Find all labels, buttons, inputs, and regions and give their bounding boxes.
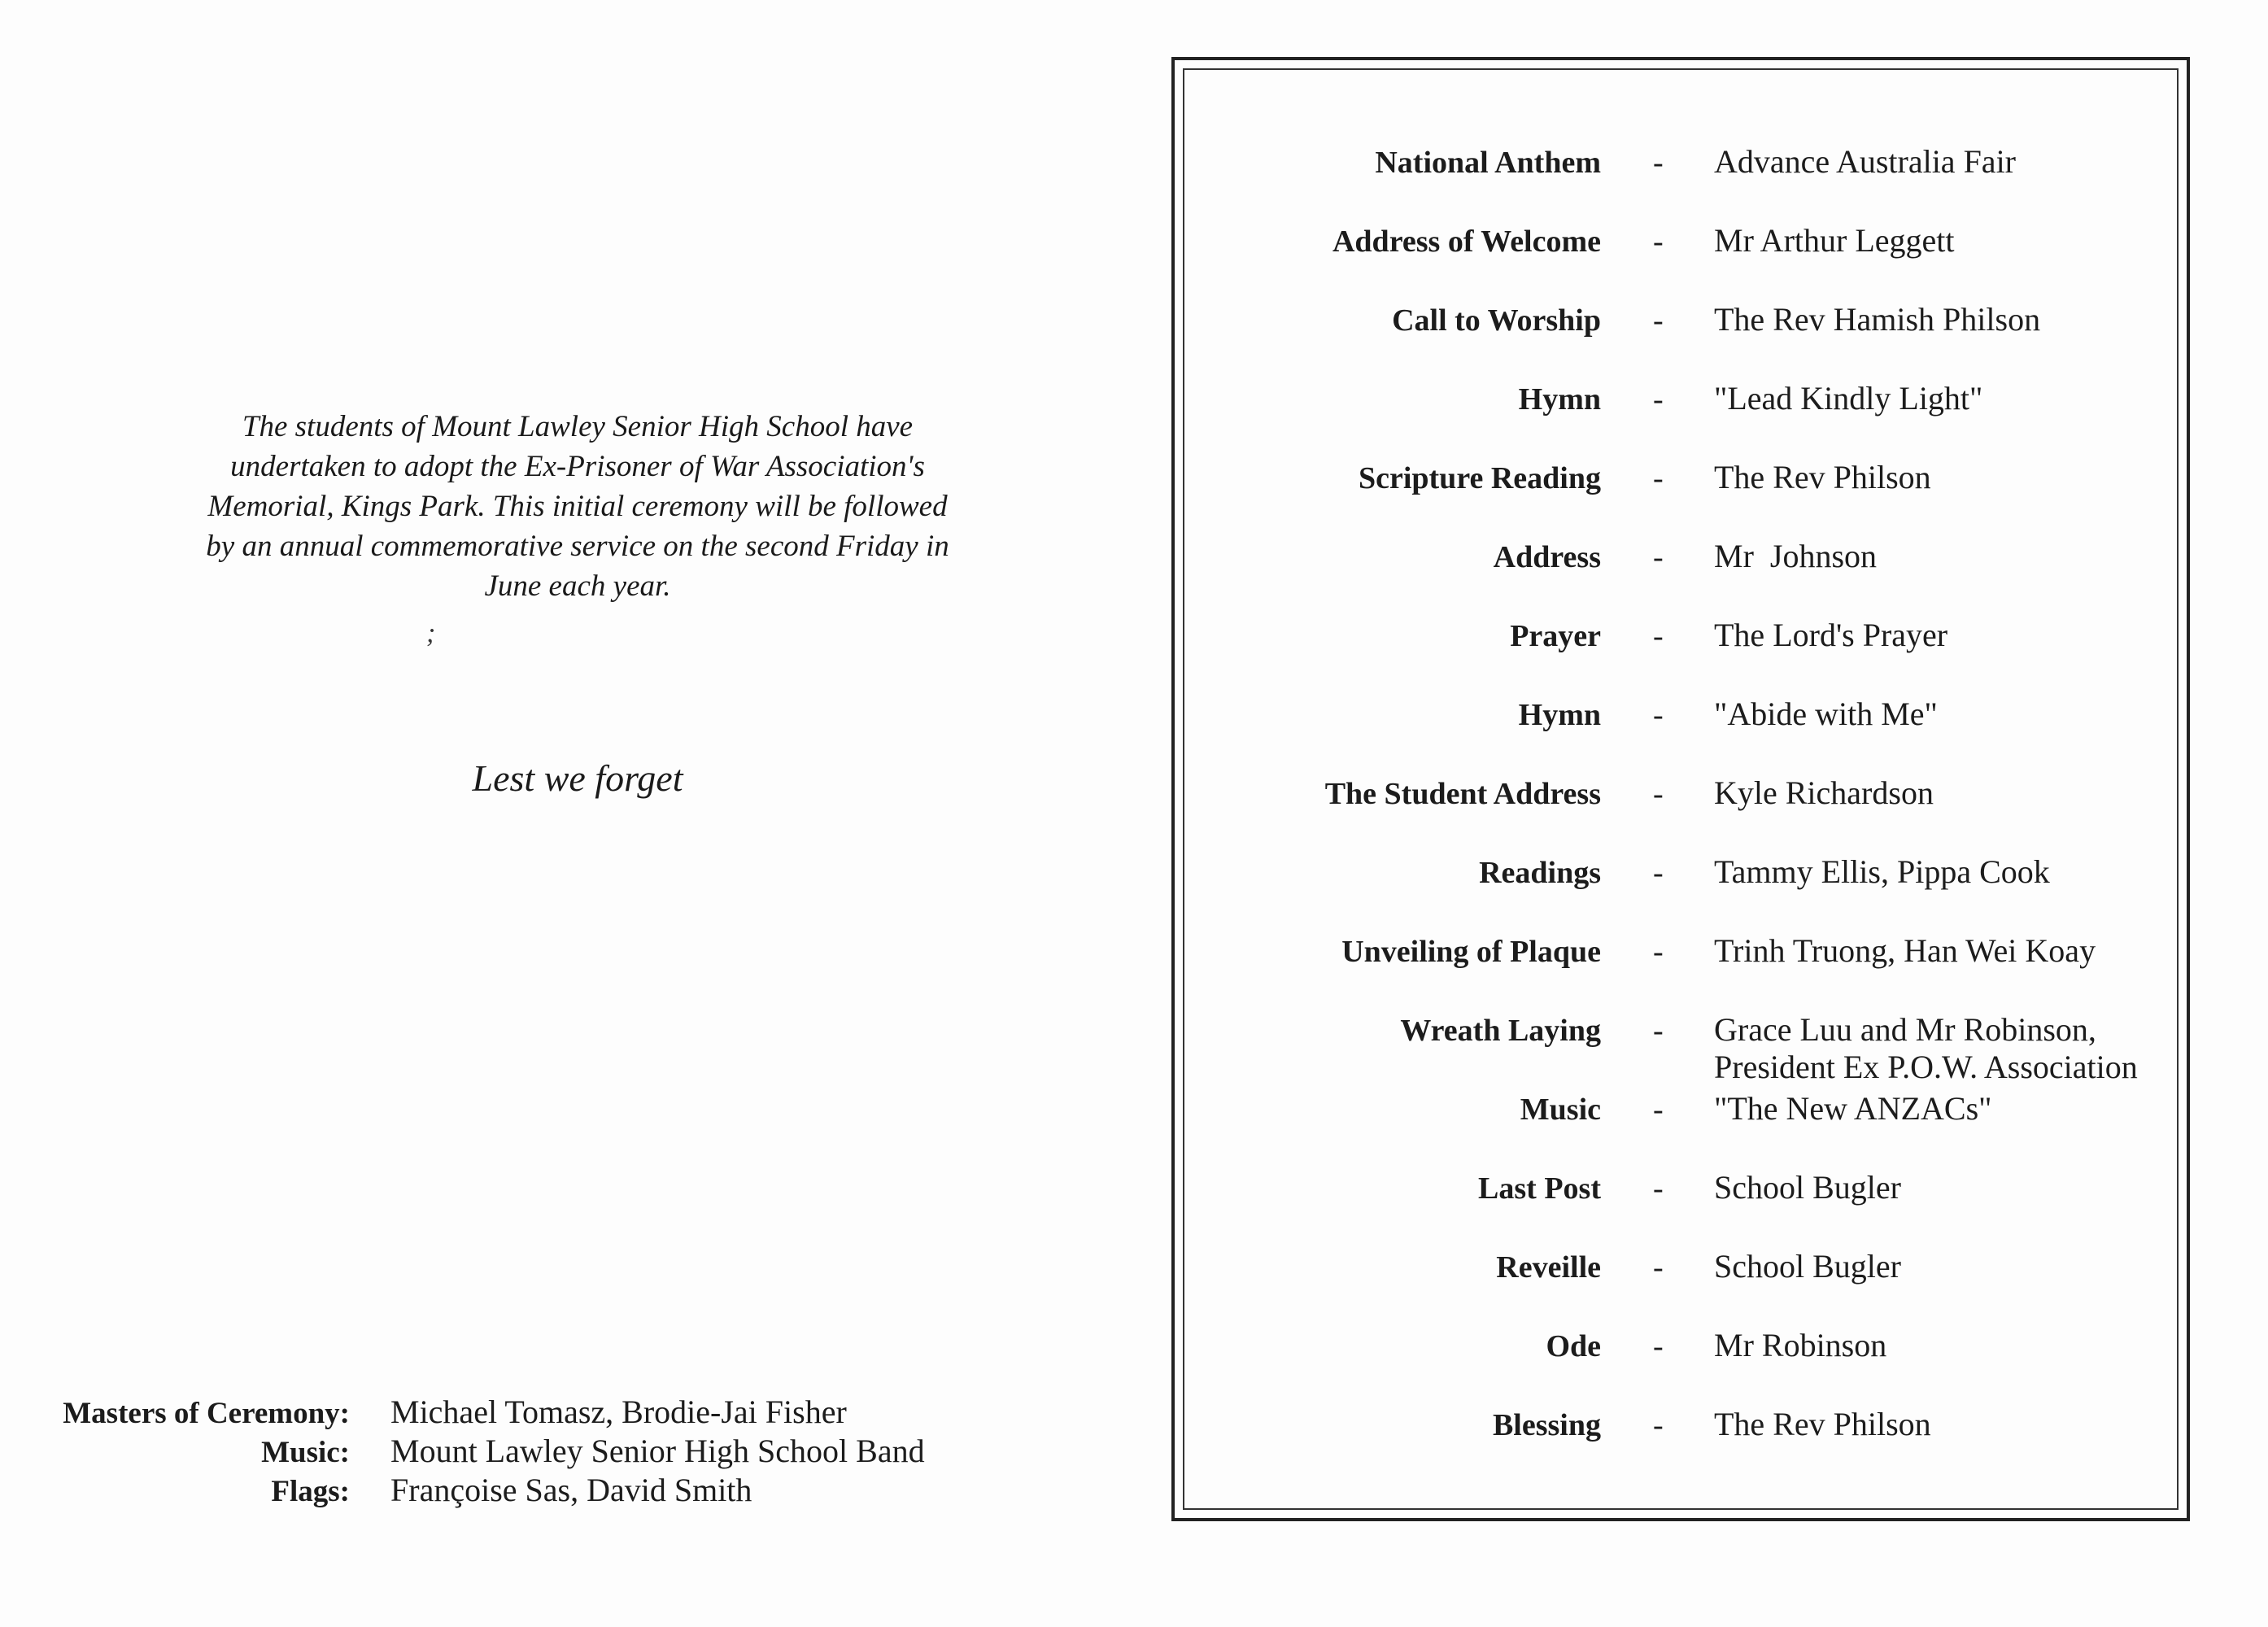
program-separator: -	[1653, 540, 1664, 574]
program-item-label: Scripture Reading	[1358, 461, 1601, 495]
program-item-label: Ode	[1546, 1329, 1601, 1363]
program-item-value: School Bugler	[1714, 1248, 1901, 1285]
program-separator: -	[1653, 856, 1664, 890]
program-separator: -	[1653, 1093, 1664, 1127]
program-item-value	[1714, 1011, 2138, 1086]
program-item	[1171, 1248, 2190, 1327]
program-item	[1171, 932, 2190, 1011]
program-item	[1171, 617, 2190, 696]
program-separator: -	[1653, 461, 1664, 495]
program-item	[1171, 1169, 2190, 1248]
program-separator: -	[1653, 1250, 1664, 1285]
program-item-value: Mr Johnson	[1714, 538, 1878, 574]
intro-paragraph	[167, 407, 988, 606]
credit-label: Music:	[261, 1436, 350, 1469]
program-item-label: Hymn	[1518, 382, 1601, 417]
program-separator: -	[1653, 935, 1664, 969]
program-separator: -	[1653, 777, 1664, 811]
program-item-label: Address	[1493, 540, 1601, 574]
program-item-value: Trinh Truong, Han Wei Koay	[1714, 932, 2096, 969]
program-item	[1171, 1090, 2190, 1169]
program-item-value: The Lord's Prayer	[1714, 617, 1948, 653]
program-item-label: Address of Welcome	[1332, 225, 1601, 259]
credit-row-flags	[33, 1471, 1106, 1510]
program-item	[1171, 222, 2190, 301]
program-item-label: Unveiling of Plaque	[1341, 935, 1601, 969]
program-separator: -	[1653, 146, 1664, 180]
credit-row-masters	[33, 1393, 1106, 1432]
program-item-label: Call to Worship	[1392, 303, 1601, 338]
program-item-label: Hymn	[1518, 698, 1601, 732]
program-item-label: Prayer	[1510, 619, 1601, 653]
program-item	[1171, 853, 2190, 932]
program-item-label: Wreath Laying	[1400, 1014, 1601, 1048]
program-separator: -	[1653, 1329, 1664, 1363]
program-item	[1171, 143, 2190, 222]
credits	[33, 1393, 1106, 1510]
program-item	[1171, 696, 2190, 774]
credit-value: Mount Lawley Senior High School Band	[390, 1433, 925, 1469]
intro-line: undertaken to adopt the Ex-Prisoner of War Association's	[230, 450, 925, 483]
intro-line: June each year.	[484, 569, 671, 603]
program-item	[1171, 1327, 2190, 1406]
left-page	[0, 0, 1131, 1627]
program-separator: -	[1653, 1408, 1664, 1442]
program-separator: -	[1653, 225, 1664, 259]
program-item	[1171, 774, 2190, 853]
program-separator: -	[1653, 303, 1664, 338]
program-item-label: Reveille	[1496, 1250, 1601, 1285]
program-item-value-line: Grace Luu and Mr Robinson,	[1714, 1011, 2096, 1048]
intro-line: The students of Mount Lawley Senior High School have	[242, 410, 914, 443]
program-item-label: Blessing	[1492, 1408, 1601, 1442]
program-item-value: Kyle Richardson	[1714, 774, 1934, 811]
program-item-value: The Rev Hamish Philson	[1714, 301, 2041, 338]
program-item-value: Advance Australia Fair	[1714, 143, 2016, 180]
program-item-label: Readings	[1479, 856, 1601, 890]
program-item-value: "Lead Kindly Light"	[1714, 380, 1983, 417]
program-list	[1171, 143, 2190, 1485]
program-item-value: Mr Robinson	[1714, 1327, 1887, 1363]
program-item-value: "Abide with Me"	[1714, 696, 1938, 732]
intro-line: by an annual commemorative service on the second Friday in	[206, 530, 949, 563]
program-separator: -	[1653, 619, 1664, 653]
program-item	[1171, 1406, 2190, 1485]
program-item	[1171, 301, 2190, 380]
program-item-value: Mr Arthur Leggett	[1714, 222, 1955, 259]
credit-value: Françoise Sas, David Smith	[390, 1472, 752, 1508]
credit-label: Flags:	[271, 1475, 350, 1508]
credit-row-music	[33, 1432, 1106, 1471]
program-item-label: National Anthem	[1375, 146, 1601, 180]
motto: Lest we forget	[472, 757, 683, 799]
program-item-value-line: President Ex P.O.W. Association	[1714, 1049, 2138, 1085]
program-item	[1171, 1011, 2190, 1090]
credit-value: Michael Tomasz, Brodie-Jai Fisher	[390, 1394, 847, 1430]
program-item-value: Tammy Ellis, Pippa Cook	[1714, 853, 2050, 890]
intro-line: Memorial, Kings Park. This initial ceremony will be followed	[207, 490, 948, 523]
credit-label: Masters of Ceremony:	[63, 1397, 350, 1430]
program-item-value: School Bugler	[1714, 1169, 1901, 1206]
program-item-value: The Rev Philson	[1714, 1406, 1931, 1442]
program-item	[1171, 380, 2190, 459]
program-separator: -	[1653, 382, 1664, 417]
program-item-label: Last Post	[1478, 1171, 1601, 1206]
program-item-label: The Student Address	[1324, 777, 1601, 811]
stray-mark: ;	[426, 618, 436, 648]
program-separator: -	[1653, 1171, 1664, 1206]
program-item	[1171, 538, 2190, 617]
program-separator: -	[1653, 698, 1664, 732]
program-item	[1171, 459, 2190, 538]
program-separator: -	[1653, 1014, 1664, 1048]
program-item-label: Music	[1520, 1093, 1601, 1127]
program-item-value: "The New ANZACs"	[1714, 1090, 1992, 1127]
program-item-value: The Rev Philson	[1714, 459, 1931, 495]
